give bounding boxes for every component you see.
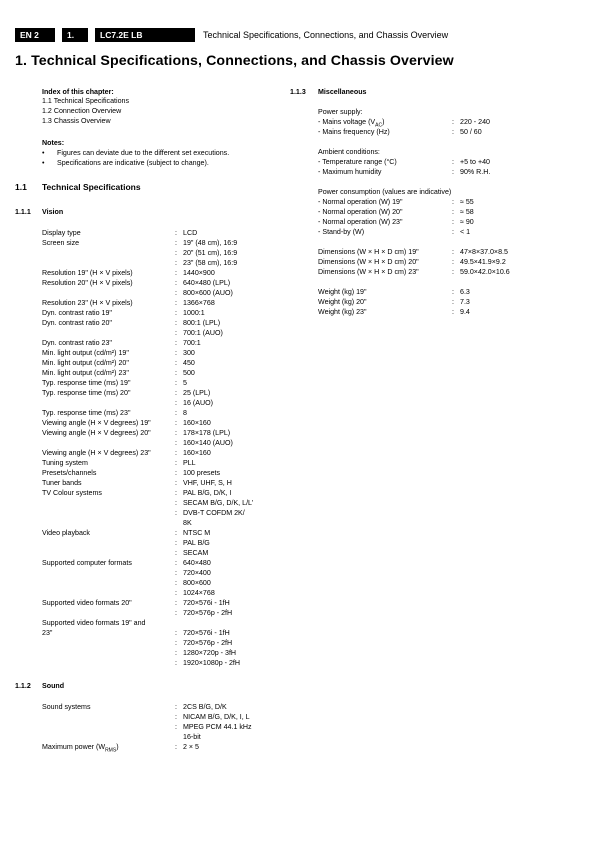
spec-row: [318, 247, 578, 257]
spec-colon: :: [175, 489, 177, 497]
spec-colon: :: [175, 649, 177, 657]
spec-colon: :: [175, 319, 177, 327]
spec-value: 1920×1080p - 2fH: [183, 659, 240, 667]
spec-value: ≈ 58: [460, 208, 474, 216]
spec-colon: :: [452, 248, 454, 256]
vision-spec-table: [42, 228, 292, 668]
spec-label: Supported video formats 20": [42, 599, 132, 607]
spec-value: ≈ 90: [460, 218, 474, 226]
spec-value: 1024×768: [183, 589, 215, 597]
spec-value: LCD: [183, 229, 198, 237]
spec-row: [318, 117, 578, 127]
spec-row: [42, 458, 292, 468]
spec-label: TV Colour systems: [42, 489, 102, 497]
spec-value: 178×178 (LPL): [183, 429, 231, 437]
spec-colon: :: [175, 379, 177, 387]
spec-label: Weight (kg) 19": [318, 288, 367, 296]
spec-colon: :: [175, 659, 177, 667]
spec-row: [42, 258, 292, 268]
spec-row: [42, 408, 292, 418]
spec-value: 720×576i - 1fH: [183, 629, 230, 637]
spec-label: Weight (kg) 20": [318, 298, 367, 306]
misc-number: 1.1.3: [290, 88, 306, 96]
spec-label: Dimensions (W × H × D cm) 19": [318, 248, 419, 256]
spec-value: PAL B/G, D/K, I: [183, 489, 232, 497]
header-model-badge: [95, 28, 195, 42]
spec-colon: :: [452, 258, 454, 266]
spec-label: Weight (kg) 23": [318, 308, 367, 316]
spec-value: 1280×720p - 3fH: [183, 649, 237, 657]
spec-label: Sound systems: [42, 703, 91, 711]
spacer: [318, 137, 578, 147]
spec-label: Video playback: [42, 529, 90, 537]
index-item: 1.3 Chassis Overview: [42, 117, 111, 125]
spec-value: PLL: [183, 459, 196, 467]
spec-value: 5: [183, 379, 187, 387]
spec-row: [42, 702, 292, 712]
spec-value: 500: [183, 369, 195, 377]
spec-label: Resolution 23" (H × V pixels): [42, 299, 133, 307]
spec-colon: :: [452, 228, 454, 236]
spec-label: Viewing angle (H × V degrees) 20": [42, 429, 151, 437]
spec-label: Dimensions (W × H × D cm) 23": [318, 268, 419, 276]
spec-colon: :: [452, 118, 454, 126]
spec-colon: :: [175, 469, 177, 477]
spec-label: Viewing angle (H × V degrees) 19": [42, 419, 151, 427]
spec-colon: :: [452, 218, 454, 226]
spec-colon: :: [175, 429, 177, 437]
spec-value: 2 × 5: [183, 743, 199, 751]
spec-row: [42, 248, 292, 258]
spec-colon: :: [175, 589, 177, 597]
spec-label: - Stand-by (W): [318, 228, 365, 236]
spec-row: [42, 608, 292, 618]
spec-row: [42, 588, 292, 598]
spec-label: - Temperature range (°C): [318, 158, 397, 166]
spec-colon: :: [175, 239, 177, 247]
spec-row: [42, 398, 292, 408]
spec-colon: :: [175, 569, 177, 577]
spec-row: [42, 338, 292, 348]
spec-row: [42, 722, 292, 732]
spec-colon: :: [175, 743, 177, 751]
spec-colon: :: [175, 449, 177, 457]
notes-list: [42, 148, 230, 168]
spec-row: [42, 358, 292, 368]
spec-colon: :: [452, 128, 454, 136]
spec-value: 90% R.H.: [460, 168, 491, 176]
spec-colon: :: [175, 609, 177, 617]
spec-row: [42, 318, 292, 328]
spec-row: [42, 598, 292, 608]
spec-row: [42, 578, 292, 588]
spec-row: [42, 418, 292, 428]
spec-colon: :: [175, 629, 177, 637]
spec-row: [318, 287, 578, 297]
spec-value: < 1: [460, 228, 471, 236]
spec-row: [318, 257, 578, 267]
spec-row: [318, 297, 578, 307]
spec-value: 2CS B/G, D/K: [183, 703, 227, 711]
spec-row: [318, 127, 578, 137]
spec-colon: :: [452, 268, 454, 276]
spec-value: 49.5×41.9×9.2: [460, 258, 506, 266]
spec-colon: :: [452, 208, 454, 216]
spec-label: Dyn. contrast ratio 20": [42, 319, 112, 327]
spec-colon: :: [175, 349, 177, 357]
spec-value: 1366×768: [183, 299, 215, 307]
sound-spec-table: [42, 702, 292, 752]
spec-colon: :: [452, 298, 454, 306]
spec-value: 50 / 60: [460, 128, 482, 136]
header-chapter-badge: [62, 28, 88, 42]
spec-value: +5 to +40: [460, 158, 490, 166]
spec-label: Typ. response time (ms) 19": [42, 379, 131, 387]
spec-value: 640×480: [183, 559, 211, 567]
spec-colon: :: [452, 158, 454, 166]
spec-value: 800×600: [183, 579, 211, 587]
spec-label: - Maximum humidity: [318, 168, 382, 176]
spec-value: 23" (58 cm), 16:9: [183, 259, 238, 267]
spacer: [318, 177, 578, 187]
spec-row: [42, 498, 292, 508]
spec-colon: :: [175, 419, 177, 427]
spec-value: 7.3: [460, 298, 470, 306]
vision-number: 1.1.1: [15, 208, 31, 216]
spec-row: [42, 268, 292, 278]
spec-row: [42, 438, 292, 448]
spec-colon: :: [175, 339, 177, 347]
spec-value: 8K: [183, 519, 192, 527]
spec-value: 19" (48 cm), 16:9: [183, 239, 238, 247]
header-chapter: 1.: [67, 30, 75, 40]
spec-colon: :: [175, 359, 177, 367]
index-list: [42, 96, 129, 126]
misc-block-heading: Power consumption (values are indicative): [318, 188, 452, 196]
spec-colon: :: [175, 579, 177, 587]
spec-row: [42, 528, 292, 538]
notes-item: [42, 158, 209, 168]
spec-row: [42, 568, 292, 578]
spec-colon: :: [175, 713, 177, 721]
spec-row: [42, 712, 292, 722]
spec-colon: :: [175, 703, 177, 711]
spec-label-subscript: RMS: [105, 747, 117, 754]
spacer: [318, 277, 578, 287]
spec-colon: :: [175, 509, 177, 517]
spec-value: 720×576p - 2fH: [183, 609, 233, 617]
spec-colon: :: [175, 599, 177, 607]
spec-row: [42, 328, 292, 338]
spec-value: PAL B/G: [183, 539, 210, 547]
spec-value: 16 (AUO): [183, 399, 213, 407]
spec-row: [42, 548, 292, 558]
spec-row: [42, 628, 292, 638]
spec-value: 640×480 (LPL): [183, 279, 231, 287]
spec-value: SECAM B/G, D/K, L/L': [183, 499, 254, 507]
spec-colon: :: [175, 299, 177, 307]
spec-row: [42, 488, 292, 498]
spec-row: [42, 742, 292, 752]
spec-row: [42, 448, 292, 458]
spec-colon: :: [175, 309, 177, 317]
notes-heading: Notes:: [42, 139, 65, 147]
index-item: 1.1 Technical Specifications: [42, 97, 130, 105]
spec-label: Min. light output (cd/m²) 20": [42, 359, 129, 367]
spec-colon: :: [452, 308, 454, 316]
spec-value: 160×160: [183, 449, 211, 457]
spec-row: [42, 308, 292, 318]
spec-value: 1440×900: [183, 269, 215, 277]
spec-label: 23": [42, 629, 53, 637]
spec-row: [42, 298, 292, 308]
header-title: Technical Specifications, Connections, and Chassis Overview: [203, 30, 449, 40]
spec-label: Typ. response time (ms) 20": [42, 389, 131, 397]
spec-value: 800×600 (AUO): [183, 289, 233, 297]
spec-colon: :: [175, 459, 177, 467]
spec-colon: :: [175, 249, 177, 257]
bullet: •: [42, 149, 45, 157]
spec-value: 160×160: [183, 419, 211, 427]
spec-colon: :: [175, 409, 177, 417]
spec-value: VHF, UHF, S, H: [183, 479, 232, 487]
spec-colon: :: [175, 539, 177, 547]
header-lang-badge: [15, 28, 55, 42]
spec-row: [42, 348, 292, 358]
spec-value: 220 - 240: [460, 118, 490, 126]
spec-row: [42, 638, 292, 648]
spec-label: Supported computer formats: [42, 559, 132, 567]
spec-row: [318, 197, 578, 207]
spec-label: Display type: [42, 229, 81, 237]
spec-row: [318, 217, 578, 227]
spec-label: - Mains frequency (Hz): [318, 128, 390, 136]
spec-row: [42, 508, 292, 518]
note-text: Figures can deviate due to the different set executions.: [57, 149, 230, 157]
spec-value: 25 (LPL): [183, 389, 211, 397]
header-lang: EN 2: [20, 30, 39, 40]
spec-row: [42, 388, 292, 398]
section-1-1-number: 1.1: [15, 182, 27, 192]
spec-row: [318, 307, 578, 317]
spec-colon: :: [175, 259, 177, 267]
spec-row: [318, 227, 578, 237]
spec-value: 700:1: [183, 339, 201, 347]
spec-row: [42, 732, 292, 742]
index-item: 1.2 Connection Overview: [42, 107, 122, 115]
spec-label: Screen size: [42, 239, 80, 247]
spec-row: [42, 228, 292, 238]
spec-row: [42, 288, 292, 298]
spec-colon: :: [175, 269, 177, 277]
chapter-title: 1. Technical Specifications, Connections, and Chassis Overview: [15, 53, 454, 69]
spec-row: [42, 238, 292, 248]
spec-row: [318, 207, 578, 217]
spec-colon: :: [175, 329, 177, 337]
spec-row: [42, 378, 292, 388]
spec-label: Maximum power $(W_{RMS})$: [42, 743, 119, 754]
spec-value: 20" (51 cm), 16:9: [183, 249, 238, 257]
spec-row: [42, 468, 292, 478]
spec-row: [42, 558, 292, 568]
index-heading: Index of this chapter:: [42, 88, 114, 96]
spec-value: 8: [183, 409, 187, 417]
spec-colon: :: [175, 479, 177, 487]
bullet: •: [42, 159, 45, 167]
spec-colon: :: [175, 439, 177, 447]
spec-value: 59.0×42.0×10.6: [460, 268, 510, 276]
spec-value: 700:1 (AUO): [183, 329, 223, 337]
spec-value: 1000:1: [183, 309, 205, 317]
section-1-1-title: Technical Specifications: [42, 182, 141, 192]
spec-label-subscript: AC: [375, 122, 383, 129]
spec-colon: :: [452, 198, 454, 206]
sound-number: 1.1.2: [15, 682, 31, 690]
spec-value: NTSC M: [183, 529, 211, 537]
spec-label: Dyn. contrast ratio 19": [42, 309, 112, 317]
spec-label: Presets/channels: [42, 469, 97, 477]
spec-row: [42, 618, 292, 628]
misc-title: Miscellaneous: [318, 88, 367, 96]
spec-colon: :: [175, 549, 177, 557]
spec-colon: :: [175, 639, 177, 647]
spec-row: [42, 518, 292, 528]
spec-colon: :: [175, 279, 177, 287]
spec-colon: :: [175, 499, 177, 507]
spec-value: 160×140 (AUO): [183, 439, 233, 447]
header-model: LC7.2E LB: [100, 30, 143, 40]
spec-label: Dimensions (W × H × D cm) 20": [318, 258, 419, 266]
spec-value: 720×576i - 1fH: [183, 599, 230, 607]
spec-colon: :: [175, 289, 177, 297]
spec-label: Dyn. contrast ratio 23": [42, 339, 112, 347]
spec-colon: :: [452, 168, 454, 176]
spec-value: 720×400: [183, 569, 211, 577]
spec-label: Resolution 19" (H × V pixels): [42, 269, 133, 277]
spec-value: 100 presets: [183, 469, 221, 477]
spec-colon: :: [175, 559, 177, 567]
spec-value: DVB-T COFDM 2K/: [183, 509, 245, 517]
misc-block-heading: Power supply:: [318, 108, 363, 116]
spec-value: 47×8×37.0×8.5: [460, 248, 508, 256]
sound-title: Sound: [42, 682, 65, 690]
spec-row: [318, 167, 578, 177]
spec-row: [42, 478, 292, 488]
spec-colon: :: [175, 723, 177, 731]
spec-label: Supported video formats 19" and: [42, 619, 146, 627]
misc-spec-table: [318, 107, 578, 317]
spec-row: [42, 428, 292, 438]
spec-value: 720×576p - 2fH: [183, 639, 233, 647]
spec-label: Tuning system: [42, 459, 88, 467]
spec-colon: :: [175, 399, 177, 407]
spec-value: 300: [183, 349, 195, 357]
spec-value: 16-bit: [183, 733, 201, 741]
spec-value: 800:1 (LPL): [183, 319, 221, 327]
notes-item: [42, 148, 230, 158]
spec-value: SECAM: [183, 549, 209, 557]
spec-row: [42, 648, 292, 658]
spec-row: [42, 658, 292, 668]
vision-title: Vision: [42, 208, 64, 216]
spec-colon: :: [175, 229, 177, 237]
spec-colon: :: [175, 529, 177, 537]
note-text: Specifications are indicative (subject to change).: [57, 159, 209, 167]
spec-colon: :: [452, 288, 454, 296]
spec-colon: :: [175, 389, 177, 397]
spec-label: Tuner bands: [42, 479, 82, 487]
spec-value: ≈ 55: [460, 198, 474, 206]
spec-value: NICAM B/G, D/K, I, L: [183, 713, 250, 721]
spec-row: [42, 368, 292, 378]
spec-label: Min. light output (cd/m²) 23": [42, 369, 129, 377]
spec-label: Resolution 20" (H × V pixels): [42, 279, 133, 287]
misc-block-heading: Ambient conditions:: [318, 148, 380, 156]
spec-row: [42, 278, 292, 288]
spec-row: [318, 157, 578, 167]
spec-label: - Normal operation (W) 19": [318, 198, 403, 206]
spec-value: 6.3: [460, 288, 470, 296]
spec-label: - Normal operation (W) 20": [318, 208, 403, 216]
spec-colon: :: [175, 369, 177, 377]
spec-label: Viewing angle (H × V degrees) 23": [42, 449, 151, 457]
spec-value: MPEG PCM 44.1 kHz: [183, 723, 252, 731]
spec-value: 9.4: [460, 308, 470, 316]
spec-label: Typ. response time (ms) 23": [42, 409, 131, 417]
spec-row: [42, 538, 292, 548]
spec-label: - Mains voltage $(V_{AC})$: [318, 118, 385, 129]
spacer: [318, 237, 578, 247]
spec-label: Min. light output (cd/m²) 19": [42, 349, 129, 357]
spec-label: - Normal operation (W) 23": [318, 218, 403, 226]
spec-value: 450: [183, 359, 195, 367]
spec-row: [318, 267, 578, 277]
